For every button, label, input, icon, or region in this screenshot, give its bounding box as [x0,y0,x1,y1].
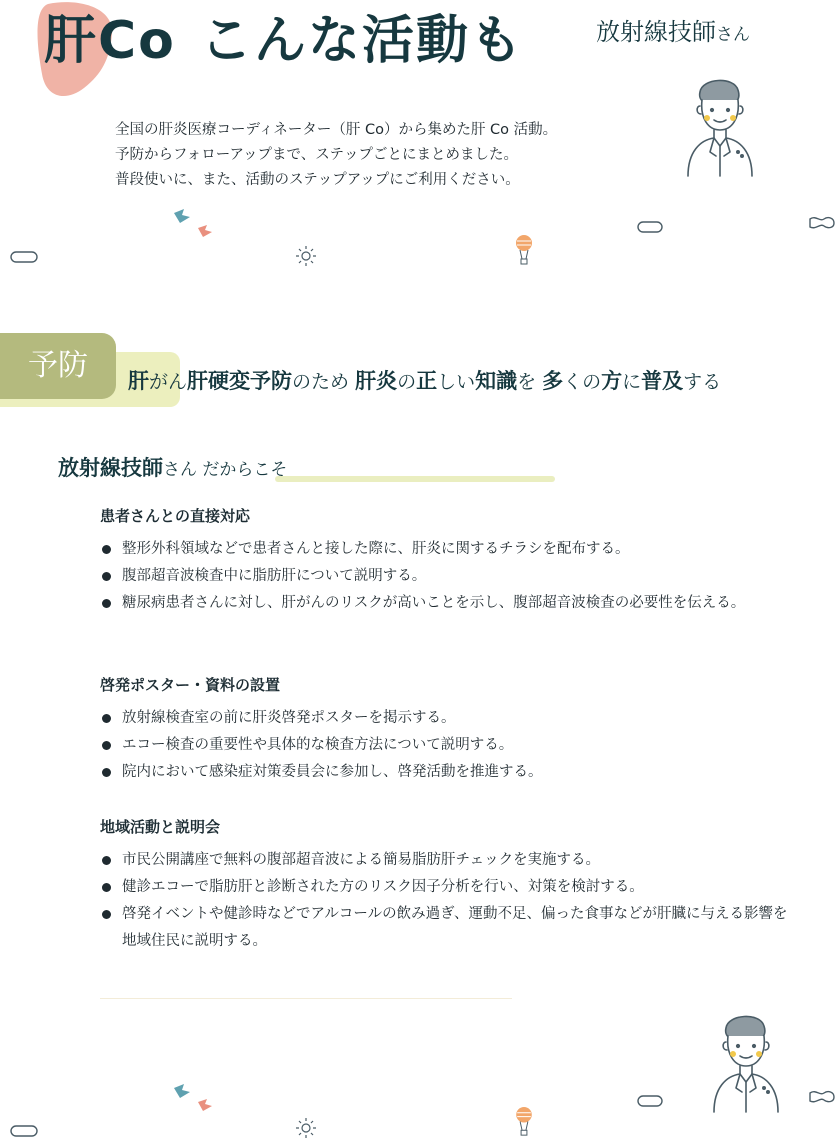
headline-segment: を [517,371,543,393]
cloud-icon [808,1090,836,1104]
headline-segment: 方 [601,369,623,393]
hot-air-balloon-icon [514,1105,534,1140]
headline-segment: する [683,371,722,393]
bird-icon [196,223,214,239]
cloud-icon [808,216,836,230]
bird-icon [196,1097,214,1113]
list-item: 健診エコーで脂肪肝と診断された方のリスク因子分析を行い、対策を検討する。 [100,874,790,901]
technician-avatar-icon [680,72,760,182]
headline-segment: の [397,371,417,393]
headline-segment: 肝硬変予防 [187,369,293,393]
category-title: 患者さんとの直接対応 [100,507,251,525]
role-title [596,12,750,47]
title-rest: こんな活動も [200,11,525,71]
list-item: 院内において感染症対策委員会に参加し、啓発活動を推進する。 [100,759,790,786]
headline-segment: 正 [416,369,438,393]
section-headline [128,365,721,395]
activity-list [100,536,790,617]
role-suffix: さん [716,25,750,45]
list-item: エコー検査の重要性や具体的な検査方法について説明する。 [100,732,790,759]
bird-icon [172,207,192,225]
list-item: 整形外科領域などで患者さんと接した際に、肝炎に関するチラシを配布する。 [100,536,790,563]
subheading-underline [275,476,555,482]
list-item: 啓発イベントや健診時などでアルコールの飲み過ぎ、運動不足、偏った食事などが肝臓に与える影響を地域住民に説明する。 [100,901,790,955]
technician-avatar-icon [706,1008,786,1118]
list-item: 放射線検査室の前に肝炎啓発ポスターを掲示する。 [100,705,790,732]
activity-list [100,705,790,786]
headline-segment: のため [292,371,356,393]
page-title [44,6,524,76]
bird-icon [172,1082,192,1100]
cloud-icon [10,251,38,263]
intro-text [115,118,557,193]
headline-segment: がん [149,371,188,393]
cloud-icon [637,1095,663,1107]
intro-line: 予防からフォローアップまで、ステップごとにまとめました。 [115,147,518,163]
intro-line: 全国の肝炎医療コーディネーター（肝 Co）から集めた肝 Co 活動。 [115,122,558,138]
subheading-suffix: さん だからこそ [163,460,288,480]
subheading [58,452,287,482]
section-tag: 予防 [0,333,116,399]
list-item: 糖尿病患者さんに対し、肝がんのリスクが高いことを示し、腹部超音波検査の必要性を伝える。 [100,590,790,617]
cloud-icon [637,221,663,233]
headline-segment: くの [563,371,602,393]
intro-line: 普段使いに、また、活動のステップアップにご利用ください。 [115,172,520,188]
list-item: 腹部超音波検査中に脂肪肝について説明する。 [100,563,790,590]
sun-icon [295,1117,317,1139]
headline-segment: しい [437,371,476,393]
headline-segment: 肝 [128,369,149,393]
cloud-icon [10,1125,38,1137]
category-title: 地域活動と説明会 [100,818,221,836]
activity-list [100,847,790,955]
headline-segment: 肝炎 [355,369,398,393]
hot-air-balloon-icon [514,233,534,269]
category-title: 啓発ポスター・資料の設置 [100,676,281,694]
list-item: 市民公開講座で無料の腹部超音波による簡易脂肪肝チェックを実施する。 [100,847,790,874]
headline-segment: 普及 [641,369,684,393]
sun-icon [295,245,317,267]
headline-segment: 知識 [475,369,518,393]
subheading-role: 放射線技師 [58,456,163,480]
role-name: 放射線技師 [596,18,716,46]
headline-segment: に [622,371,642,393]
headline-segment: 多 [542,369,564,393]
footer-divider [100,998,512,999]
title-main: 肝Co [44,11,176,71]
